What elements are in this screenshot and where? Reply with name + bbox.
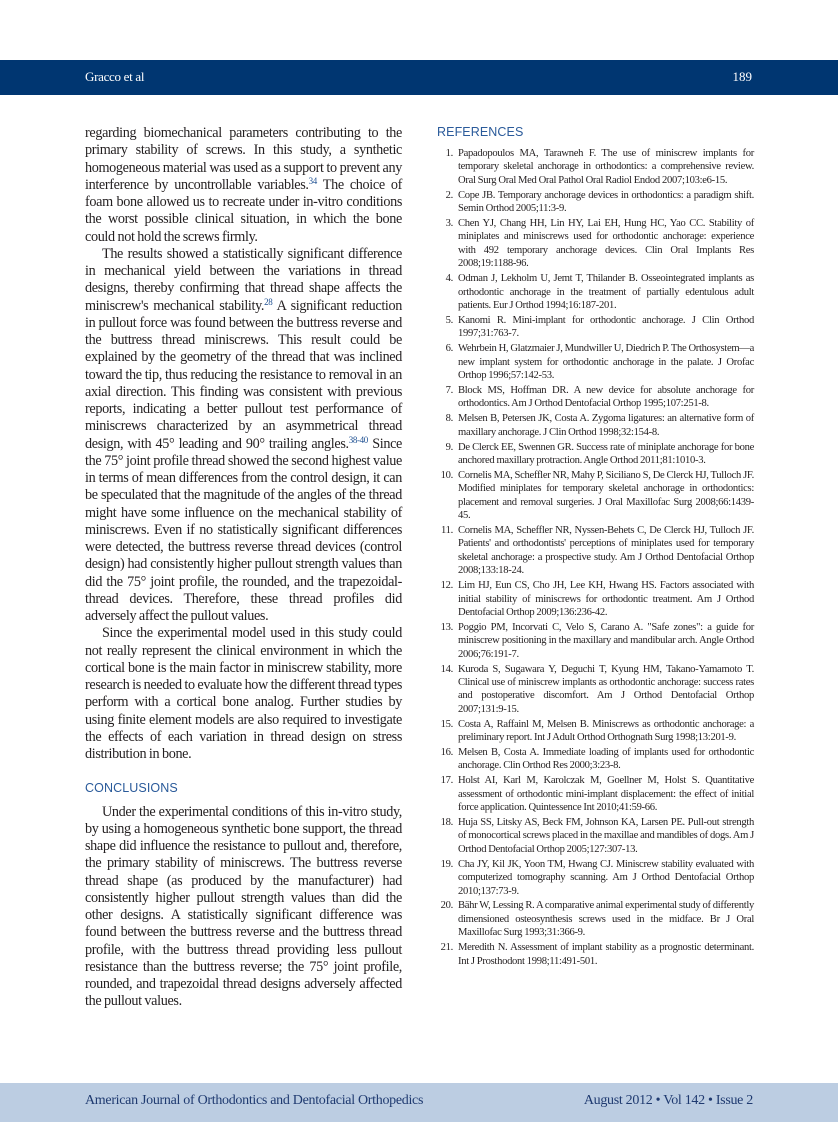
reference-item (437, 816, 754, 856)
reference-text: Wehrbein H, Glatzmaier J, Mundwiller U, Diedrich P. The Orthosystem—a new implant system for orthodontic anchorage in the palate. J Orofac Orthop 1996;57:142-53. (458, 343, 754, 381)
reference-item (437, 663, 754, 717)
text: regarding biomechanical parameters contributing to the primary stability of screws. In this study, a synthetic homogeneous material was used as a support to prevent any interference by uncontrollable variables. (85, 125, 402, 193)
references-column (437, 125, 754, 969)
reference-number: 19. (440, 858, 453, 870)
reference-item (437, 899, 754, 939)
reference-item (437, 524, 754, 578)
reference-item (437, 147, 754, 187)
reference-number: 5. (445, 314, 453, 326)
reference-number: 1. (445, 148, 453, 159)
paragraph-2 (85, 246, 402, 626)
reference-number: 13. (440, 621, 453, 633)
reference-text: Chen YJ, Chang HH, Lin HY, Lai EH, Hung HC, Yao CC. Stability of miniplates and miniscrews used for orthodontic anchorage: experience with 492 temporary anchorage devices. Clin Oral Implants Res 2008;19:1188-96. (458, 218, 754, 270)
reference-number: 15. (440, 718, 453, 730)
reference-text: Cornelis MA, Scheffler NR, Nyssen-Behets C, De Clerck HJ, Tulloch JF. Patients' and orthodontists' perceptions of miniplates used for temporary skeletal anchorage: a prospective study. Am J Orthod Dentofacial Orthop 2008;133:18-24. (458, 524, 754, 577)
text: The choice of foam bone allowed us to recreate under in-vitro conditions the worst possible clinical situation, in which the bone could not hold the screws firmly. (85, 176, 402, 245)
journal-name: American Journal of Orthodontics and Dentofacial Orthopedics (85, 1093, 424, 1108)
reference-item (437, 412, 754, 439)
issue-info: August 2012 • Vol 142 • Issue 2 (583, 1093, 753, 1108)
reference-text: Huja SS, Litsky AS, Beck FM, Johnson KA, Larsen PE. Pull-out strength of monocortical screws placed in the maxillae and mandibles of dogs. Am J Orthod Dentofacial Orthop 2005;127:307-13. (458, 817, 754, 855)
reference-text: Holst AI, Karl M, Karolczak M, Goellner M, Holst S. Quantitative assessment of orthodontic mini-implant displacement: the effect of initial force application. Quintessence Int 2010;41:59-66. (458, 775, 754, 814)
reference-number: 11. (441, 524, 453, 536)
reference-number: 18. (440, 817, 453, 828)
reference-number: 10. (440, 469, 453, 481)
reference-text: Odman J, Lekholm U, Jemt T, Thilander B. Osseointegrated implants as orthodontic anchorage in the treatment of partially edentulous adult patients. Eur J Orthod 1994;16:187-201. (458, 273, 754, 311)
paragraph-1 (85, 125, 402, 246)
reference-number: 2. (445, 189, 453, 201)
reference-item (437, 579, 754, 619)
running-header-author: Gracco et al (85, 69, 145, 84)
reference-text: Cope JB. Temporary anchorage devices in orthodontics: a paradigm shift. Semin Orthod 2005;11:3-9. (458, 189, 754, 215)
reference-text: Cha JY, Kil JK, Yoon TM, Hwang CJ. Miniscrew stability evaluated with computerized tomography scanning. Am J Orthod Dentofacial Orthop 2010;137:73-9. (458, 858, 754, 897)
reference-item (437, 342, 754, 382)
reference-text: Melsen B, Petersen JK, Costa A. Zygoma ligatures: an alternative form of maxillary anchorage. J Clin Orthod 1998;32:154-8. (458, 413, 754, 438)
text: Since the 75° joint profile thread showed the second highest value in terms of mean differences from the control design, it can be speculated that the magnitude of the angles of the thread might have some influence on the mechanical stability of miniscrews. Even if no statistically significant differences were detected, the buttress reverse thread devices (control design) had consistently higher pullout strength values than did the 75° joint profile, the rounded, and the trapezoidal-thread devices. Therefore, these thread profiles did adversely affect the pullout values. (85, 435, 402, 624)
reference-item (437, 441, 754, 468)
reference-number: 8. (445, 413, 453, 425)
reference-item (437, 858, 754, 898)
reference-number: 20. (440, 900, 453, 912)
reference-item (437, 314, 754, 341)
text: A significant reduction in pullout force was found between the buttress reverse and the buttress thread miniscrews. This result could be explained by the geometry of the thread that was inclined toward the tip, thus reducing the resistance to removal in an axial direction. This finding was consistent with previous reports, indicating a better pullout test performance of miniscrews characterized by an asymmetrical thread design, with 45° leading and 90° trailing angles. (85, 297, 402, 452)
reference-item (437, 469, 754, 523)
citation-link[interactable]: 28 (264, 296, 273, 307)
reference-text: Kuroda S, Sugawara Y, Deguchi T, Kyung HM, Takano-Yamamoto T. Clinical use of miniscrew implants as orthodontic anchorage: success rates and postoperative discomfort. Am J Orthod Dentofacial Orthop 2007;131:9-15. (458, 663, 754, 715)
references-list (437, 147, 754, 968)
paragraph-4: Under the experimental conditions of this in-vitro study, by using a homogeneous synthetic bone support, the thread shape did influence the resistance to pullout and, therefore, the primary stability of miniscrews. The buttress reverse thread shape (as produced by the manufacturer) had consistently higher pullout strength values than did the other designs. A statistically significant difference was found between the buttress reverse and the buttress thread profile, with the buttress thread providing less pullout resistance than the buttress reverse; the 75° joint profile, rounded, and trapezoidal thread designs adversely affected the pullout values. (85, 803, 402, 1010)
citation-link[interactable]: 34 (308, 175, 317, 186)
reference-number: 21. (440, 942, 453, 954)
reference-text: Papadopoulos MA, Tarawneh F. The use of miniscrew implants for temporary skeletal anchorage in orthodontics: a comprehensive review. Oral Surg Oral Med Oral Pathol Oral Radiol Endod 2007;103:e6-15. (458, 148, 754, 186)
reference-item (437, 217, 754, 271)
reference-text: Poggio PM, Incorvati C, Velo S, Carano A. "Safe zones": a guide for miniscrew positioning in the maxillary and mandibular arch. Angle Orthod 2006;76:191-7. (458, 621, 754, 660)
paragraph-3: Since the experimental model used in this study could not really represent the clinical environment in which the cortical bone is the main factor in miniscrew stability, more research is needed to evaluate how the different thread types perform with a cortical bone analog. Further studies by using finite element models are also required to investigate the effects of each variation in thread design on stress distribution in bone. (85, 625, 402, 762)
reference-item (437, 774, 754, 814)
running-footer (0, 1083, 838, 1122)
reference-text: Cornelis MA, Scheffler NR, Mahy P, Siciliano S, De Clerck HJ, Tulloch JF. Modified miniplates for temporary skeletal anchorage in orthodontics: placement and removal surgeries. J Oral Maxillofac Surg 2008;66:1439-45. (458, 469, 754, 522)
reference-text: Kanomi R. Mini-implant for orthodontic anchorage. J Clin Orthod 1997;31:763-7. (458, 314, 754, 340)
left-column (85, 125, 402, 1011)
reference-text: Costa A, Raffainl M, Melsen B. Miniscrews as orthodontic anchorage: a preliminary report. Int J Adult Orthod Orthognath Surg 1998;13:201-9. (458, 718, 754, 744)
conclusions-heading: CONCLUSIONS (85, 781, 178, 796)
running-header (0, 60, 838, 95)
reference-text: Meredith N. Assessment of implant stability as a prognostic determinant. Int J Prosthodont 1998;11:491-501. (458, 942, 754, 967)
reference-text: De Clerck EE, Swennen GR. Success rate of miniplate anchorage for bone anchored maxillary protraction. Angle Orthod 2011;81:1010-3. (458, 441, 754, 466)
reference-text: Melsen B, Costa A. Immediate loading of implants used for orthodontic anchorage. Clin Orthod Res 2000;3:23-8. (458, 746, 754, 772)
reference-text: Block MS, Hoffman DR. A new device for absolute anchorage for orthodontics. Am J Orthod Dentofacial Orthop 1995;107:251-8. (458, 384, 754, 410)
reference-text: Bähr W, Lessing R. A comparative animal experimental study of differently dimensioned osteosynthesis screws used in the midface. Br J Oral Maxillofac Surg 1993;31:366-9. (458, 900, 754, 939)
reference-item (437, 941, 754, 968)
reference-item (437, 718, 754, 745)
reference-number: 12. (440, 580, 453, 592)
reference-number: 3. (445, 218, 453, 230)
reference-number: 17. (440, 775, 453, 787)
page-number: 189 (732, 69, 752, 84)
reference-item (437, 272, 754, 312)
reference-item (437, 621, 754, 661)
reference-number: 16. (440, 746, 453, 758)
reference-item (437, 189, 754, 216)
references-heading: REFERENCES (437, 125, 524, 139)
text: The results showed a statistically significant difference in mechanical yield between the variations in thread designs, thereby confirming that thread shape affects the miniscrew's mechanical stability. (85, 245, 402, 314)
reference-number: 6. (445, 343, 453, 355)
reference-text: Lim HJ, Eun CS, Cho JH, Lee KH, Hwang HS. Factors associated with initial stability of miniscrews for orthodontic treatment. Am J Orthod Dentofacial Orthop 2009;136:236-42. (458, 580, 754, 618)
reference-item (437, 384, 754, 411)
reference-item (437, 746, 754, 773)
reference-number: 7. (445, 384, 453, 396)
reference-number: 14. (440, 663, 453, 675)
citation-link[interactable]: 38-40 (348, 434, 368, 445)
reference-number: 9. (445, 441, 453, 453)
reference-number: 4. (445, 273, 453, 285)
